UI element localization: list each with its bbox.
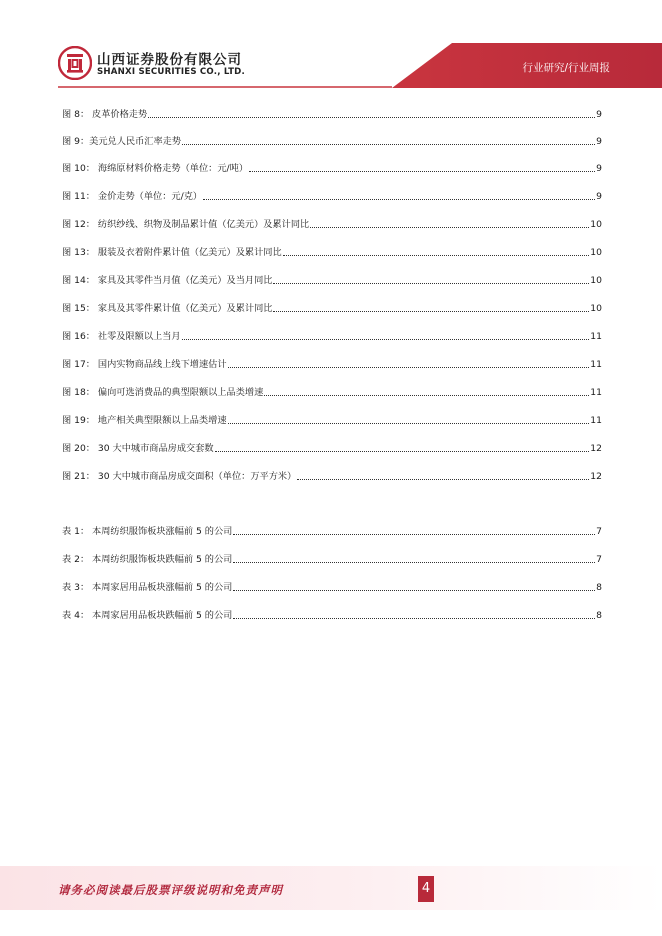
- toc-entry-figure-21[interactable]: [62, 467, 602, 483]
- toc-entry-figure-9[interactable]: [62, 132, 602, 148]
- toc-entry-figure-8[interactable]: [62, 105, 602, 121]
- toc-entry-page: 10: [590, 303, 602, 314]
- toc-entry-page: 10: [590, 219, 602, 230]
- toc-entry-label: 图 17： 国内实物商品线上线下增速估计: [62, 359, 227, 370]
- toc-leader-dots: [233, 562, 595, 563]
- toc-entry-label: 图 10： 海绵原材料价格走势（单位：元/吨）: [62, 163, 249, 174]
- toc-entry-figure-12[interactable]: [62, 215, 602, 231]
- page-header: [0, 0, 662, 88]
- toc-entry-label: 图 16： 社零及限额以上当月: [62, 331, 181, 342]
- toc-entry-table-3[interactable]: [62, 578, 602, 594]
- toc-entry-figure-19[interactable]: [62, 411, 602, 427]
- page-footer: [0, 866, 662, 910]
- company-name-cn: 山西证券股份有限公司: [97, 52, 242, 68]
- toc-leader-dots: [215, 451, 590, 452]
- toc-entry-page: 10: [590, 275, 602, 286]
- toc-entry-figure-16[interactable]: [62, 327, 602, 343]
- toc-leader-dots: [233, 534, 595, 535]
- toc-entry-page: 9: [596, 163, 602, 174]
- toc-entry-label: 图 19： 地产相关典型限额以上品类增速: [62, 415, 227, 426]
- toc-entry-figure-15[interactable]: [62, 299, 602, 315]
- toc-entry-figure-10[interactable]: [62, 159, 602, 175]
- toc-entry-page: 11: [590, 415, 602, 426]
- toc-leader-dots: [233, 590, 595, 591]
- toc-entry-label: 图 9：美元兑人民币汇率走势: [62, 136, 182, 147]
- toc-leader-dots: [228, 423, 590, 424]
- toc-leader-dots: [273, 311, 589, 312]
- toc-entry-page: 8: [596, 610, 602, 621]
- toc-entry-page: 9: [596, 191, 602, 202]
- toc-entry-page: 12: [590, 443, 602, 454]
- toc-leader-dots: [264, 395, 589, 396]
- report-type: 行业研究/行业周报: [522, 62, 610, 74]
- toc-entry-label: 图 13： 服装及衣着附件累计值（亿美元）及累计同比: [62, 247, 282, 258]
- toc-entry-label: 表 2： 本周纺织服饰板块跌幅前 5 的公司: [62, 554, 233, 565]
- toc-entry-figure-18[interactable]: [62, 383, 602, 399]
- toc-entry-figure-11[interactable]: [62, 187, 602, 203]
- toc-entry-label: 图 15： 家具及其零件累计值（亿美元）及累计同比: [62, 303, 273, 314]
- toc-leader-dots: [283, 255, 590, 256]
- toc-entry-label: 图 20： 30 大中城市商品房成交套数: [62, 443, 214, 454]
- toc-entry-label: 图 21： 30 大中城市商品房成交面积（单位：万平方米）: [62, 471, 297, 482]
- toc-leader-dots: [297, 479, 589, 480]
- toc-entry-label: 表 3： 本周家居用品板块涨幅前 5 的公司: [62, 582, 233, 593]
- toc-entry-figure-13[interactable]: [62, 243, 602, 259]
- toc-entry-label: 表 1： 本周纺织服饰板块涨幅前 5 的公司: [62, 526, 233, 537]
- toc-entry-page: 12: [590, 471, 602, 482]
- toc-entry-label: 图 18： 偏向可选消费品的典型限额以上品类增速: [62, 387, 264, 398]
- toc-entry-page: 9: [596, 136, 602, 147]
- company-logo-icon: [58, 46, 92, 80]
- toc-entry-figure-14[interactable]: [62, 271, 602, 287]
- toc-entry-page: 10: [590, 247, 602, 258]
- toc-entry-page: 11: [590, 359, 602, 370]
- toc-leader-dots: [228, 367, 590, 368]
- toc-entry-figure-17[interactable]: [62, 355, 602, 371]
- toc-entry-table-4[interactable]: [62, 606, 602, 622]
- toc-leader-dots: [182, 339, 590, 340]
- toc-entry-label: 图 8： 皮革价格走势: [62, 109, 148, 120]
- toc-leader-dots: [148, 117, 595, 118]
- toc-leader-dots: [273, 283, 589, 284]
- toc-entry-page: 11: [590, 387, 602, 398]
- toc-leader-dots: [233, 618, 595, 619]
- toc-entry-label: 表 4： 本周家居用品板块跌幅前 5 的公司: [62, 610, 233, 621]
- toc-entry-page: 11: [590, 331, 602, 342]
- toc-entry-table-1[interactable]: [62, 522, 602, 538]
- toc-leader-dots: [310, 227, 589, 228]
- toc-entry-page: 8: [596, 582, 602, 593]
- toc-leader-dots: [182, 144, 595, 145]
- toc-entry-page: 7: [596, 554, 602, 565]
- page-number: 4: [418, 876, 434, 902]
- company-name-en: SHANXI SECURITIES CO., LTD.: [97, 67, 245, 77]
- toc-entry-page: 7: [596, 526, 602, 537]
- toc-entry-label: 图 12： 纺织纱线、织物及制品累计值（亿美元）及累计同比: [62, 219, 310, 230]
- toc-leader-dots: [249, 171, 595, 172]
- toc-leader-dots: [203, 199, 595, 200]
- toc-entry-label: 图 11： 金价走势（单位：元/克）: [62, 191, 203, 202]
- toc-entry-page: 9: [596, 109, 602, 120]
- disclaimer-text: 请务必阅读最后股票评级说明和免责声明: [58, 883, 283, 897]
- toc-entry-label: 图 14： 家具及其零件当月值（亿美元）及当月同比: [62, 275, 273, 286]
- toc-entry-table-2[interactable]: [62, 550, 602, 566]
- toc-entry-figure-20[interactable]: [62, 439, 602, 455]
